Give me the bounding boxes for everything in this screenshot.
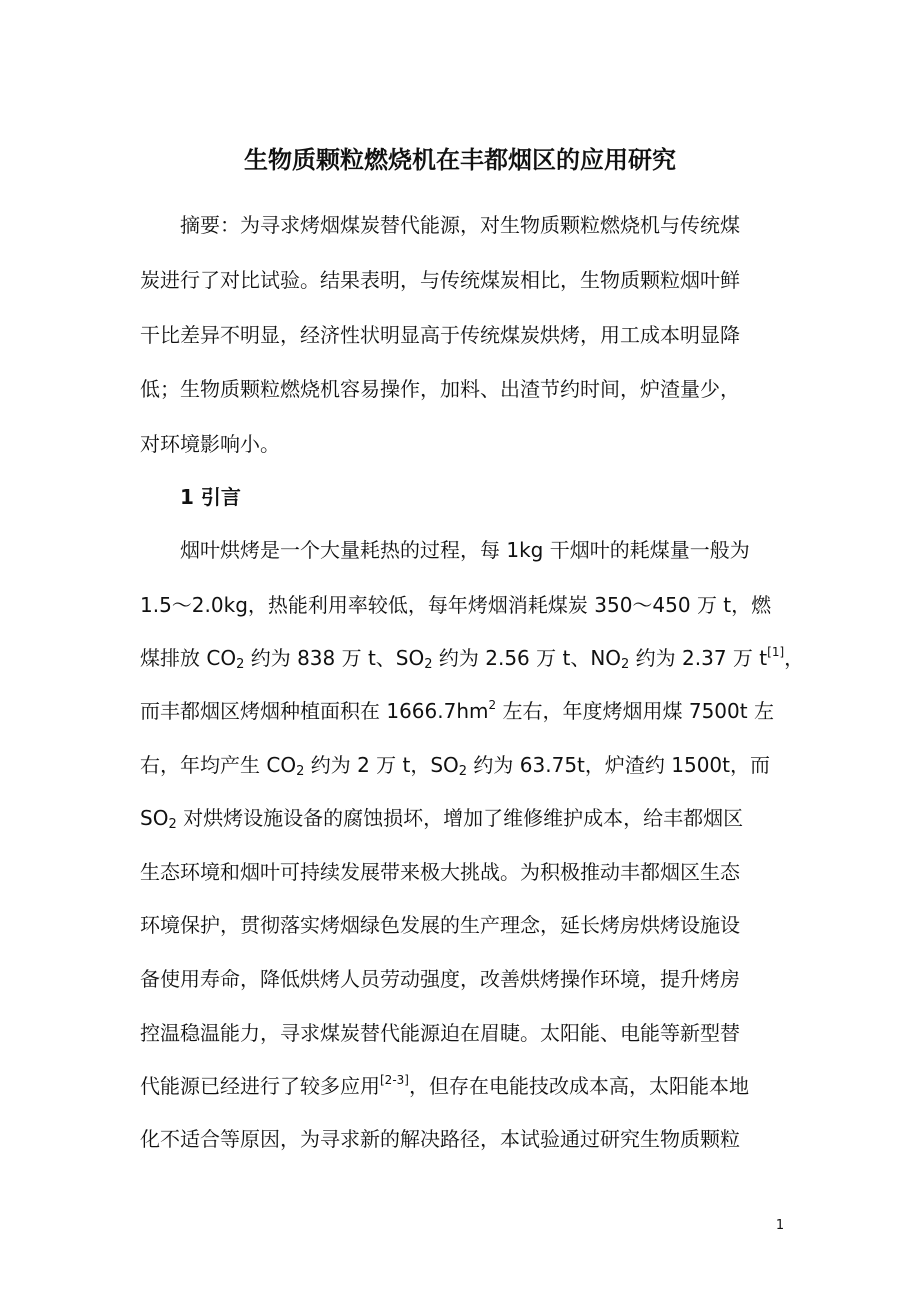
- abstract-line: 炭进行了对比试验。结果表明，与传统煤炭相比，生物质颗粒烟叶鲜: [140, 268, 740, 292]
- body-line: [140, 803, 743, 833]
- subscript: 2: [424, 657, 433, 672]
- subscript: 2: [458, 764, 468, 779]
- superscript: 2: [488, 698, 497, 712]
- subscript: 2: [621, 657, 630, 672]
- text-run: ，但存在电能技改成本高，太阳能本地: [408, 1074, 749, 1098]
- abstract-line: 低；生物质颗粒燃烧机容易操作，加料、出渣节约时间，炉渣量少，: [140, 377, 740, 401]
- subscript: 2: [296, 764, 305, 779]
- citation-ref: [2-3]: [380, 1073, 409, 1087]
- subscript: 2: [236, 657, 245, 672]
- text-run: 约为 2.56 万 t、NO: [432, 646, 622, 670]
- body-line: 生态环境和烟叶可持续发展带来极大挑战。为积极推动丰都烟区生态: [140, 860, 740, 884]
- text-run: 煤排放 CO: [140, 646, 237, 670]
- page-number: 1: [775, 1218, 785, 1233]
- text-run: 约为 838 万 t、SO: [244, 646, 425, 670]
- text-run: 而丰都烟区烤烟种植面积在 1666.7hm: [140, 699, 489, 723]
- subscript: 2: [168, 817, 177, 832]
- section-heading: 1 引言: [180, 485, 241, 509]
- text-run: 右，年均产生 CO: [140, 753, 297, 777]
- body-line: 控温稳温能力，寻求煤炭替代能源迫在眉睫。太阳能、电能等新型替: [140, 1021, 740, 1045]
- abstract-line: 干比差异不明显，经济性状明显高于传统煤炭烘烤，用工成本明显降: [140, 323, 740, 347]
- body-line: 烟叶烘烤是一个大量耗热的过程，每 1kg 干烟叶的耗煤量一般为: [180, 538, 750, 562]
- text-run: 约为 2 万 t，SO: [304, 753, 459, 777]
- abstract-line: 对环境影响小。: [140, 432, 280, 456]
- text-run: 约为 63.75t，炉渣约 1500t，而: [467, 753, 770, 777]
- body-line: [140, 1071, 749, 1101]
- body-line: 化不适合等原因，为寻求新的解决路径，本试验通过研究生物质颗粒: [140, 1127, 740, 1151]
- text-run: ，: [784, 646, 805, 670]
- document-title: 生物质颗粒燃烧机在丰都烟区的应用研究: [244, 146, 676, 174]
- citation-ref: [1]: [767, 645, 785, 659]
- text-run: 代能源已经进行了较多应用: [140, 1074, 380, 1098]
- body-line: 环境保护，贯彻落实烤烟绿色发展的生产理念，延长烤房烘烤设施设: [140, 913, 740, 937]
- body-line: 备使用寿命，降低烘烤人员劳动强度，改善烘烤操作环境，提升烤房: [140, 967, 740, 991]
- body-line: [140, 696, 774, 726]
- body-line: 1.5～2.0kg，热能利用率较低，每年烤烟消耗煤炭 350～450 万 t，燃: [140, 593, 772, 617]
- body-line: [140, 750, 770, 780]
- text-run: 对烘烤设施设备的腐蚀损坏，增加了维修维护成本，给丰都烟区: [176, 806, 744, 830]
- text-run: 左右，年度烤烟用煤 7500t 左: [496, 699, 774, 723]
- body-line: [140, 643, 804, 673]
- abstract-line: 摘要：为寻求烤烟煤炭替代能源，对生物质颗粒燃烧机与传统煤: [180, 213, 740, 237]
- text-run: 约为 2.37 万 t: [629, 646, 768, 670]
- text-run: SO: [140, 806, 169, 830]
